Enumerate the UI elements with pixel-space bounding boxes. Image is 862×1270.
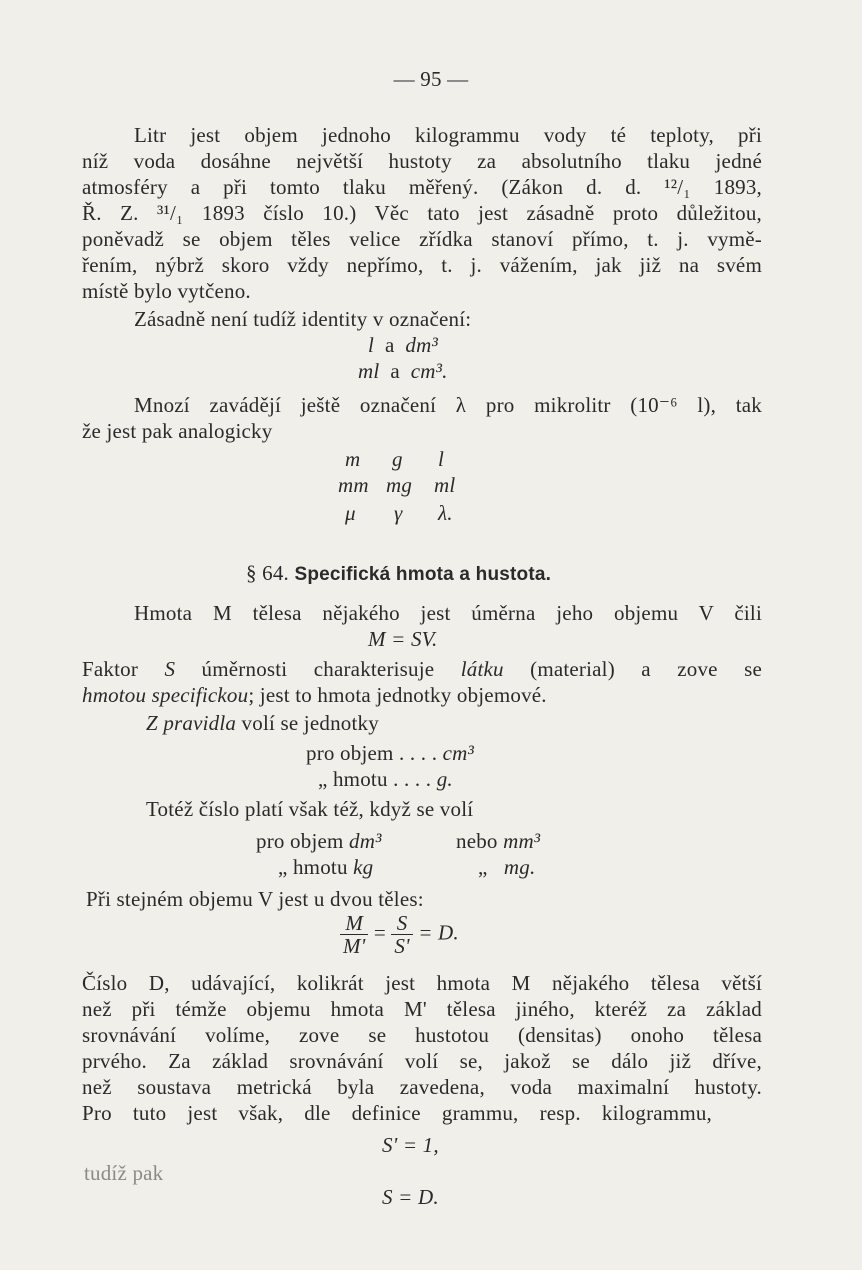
text-line: prvého. Za základ srovnávání volí se, jakož se dálo již dříve, [82, 1049, 762, 1073]
text-line [82, 656, 762, 682]
fraction [340, 912, 368, 957]
unit-cell: λ. [438, 501, 453, 525]
conjunction: nebo [456, 829, 498, 853]
unit-cell: mm [338, 473, 369, 497]
unit-label: „ hmotu [318, 767, 388, 791]
conjunction: „ [478, 855, 488, 879]
emphasis: Z pravidla [146, 711, 237, 735]
text-line: Mnozí zavádějí ještě označení λ pro mikrolitr (10⁻⁶ l), tak [134, 393, 762, 417]
unit-label: „ hmotu [278, 855, 348, 879]
text-line: níž voda dosáhne největší hustoty za absolutního tlaku jedné [82, 149, 762, 173]
unit-row [306, 740, 474, 766]
equals-sign: = [373, 920, 386, 945]
text-line: že jest pak analogicky [82, 419, 273, 443]
text-line: srovnávání volíme, zove se hustotou (densitas) onoho tělesa [82, 1023, 762, 1047]
unit-label: pro objem [306, 741, 394, 765]
text-span: Faktor [82, 657, 139, 681]
leader-dots: . . . . [399, 741, 438, 765]
text-line: místě bylo vytčeno. [82, 279, 251, 303]
unit-symbol: dm³ [405, 333, 438, 357]
text-line [146, 710, 379, 736]
emphasis: látku [460, 657, 504, 681]
unit-row [278, 854, 373, 880]
text-line: Totéž číslo platí však též, když se volí [146, 797, 474, 821]
text-line: Ř. Z. ³¹/₁ 1893 číslo 10.) Věc tato jest zásadně proto důležitou, [82, 201, 762, 225]
denominator: S' [394, 934, 410, 958]
text-line: poněvadž se objem těles velice zřídka stanoví přímo, t. j. vymě- [82, 227, 762, 251]
unit-row [256, 828, 382, 854]
text-span: (material) a zove se [530, 657, 762, 681]
unit-symbol: kg [353, 855, 374, 879]
section-number: § 64. [246, 561, 289, 585]
conjunction: a [390, 359, 400, 383]
text-line [82, 682, 547, 708]
symbol: S [164, 657, 176, 681]
section-title: Specifická hmota a hustota. [294, 564, 552, 585]
text-line: řením, nýbrž skoro vždy nepřímo, t. j. vážením, jak již na svém [82, 253, 762, 277]
unit-cell: γ [394, 501, 403, 525]
unit-symbol: ml [358, 359, 380, 383]
text-line: tudíž pak [84, 1161, 164, 1185]
unit-symbol: dm³ [349, 829, 382, 853]
equation: S' = 1, [382, 1133, 439, 1157]
unit-symbol: mg. [503, 855, 536, 879]
text-line: Litr jest objem jednoho kilogrammu vody té teploty, při [134, 123, 762, 147]
unit-row [456, 828, 540, 854]
fraction [391, 912, 412, 957]
equation-fraction [340, 912, 459, 957]
emphasis: hmotou specifickou [82, 683, 249, 707]
unit-row [478, 854, 535, 880]
identity-row [368, 332, 438, 358]
unit-cell: g [392, 447, 403, 471]
numerator: S [391, 912, 412, 935]
text-line: než soustava metrická byla zavedena, voda maximalní hustoty. [82, 1075, 762, 1099]
equation: S = D. [382, 1185, 439, 1209]
text-line: Hmota M tělesa nějakého jest úměrna jeho objemu V čili [134, 601, 762, 625]
unit-cell: l [438, 447, 445, 471]
conjunction: a [384, 333, 395, 357]
unit-cell: ml [434, 473, 456, 497]
text-line: Zásadně není tudíž identity v označení: [134, 307, 472, 331]
identity-row [358, 358, 448, 384]
denominator: M' [343, 934, 366, 958]
text-span: úměrnosti charakterisuje [201, 657, 435, 681]
equation-tail: = D. [418, 920, 459, 945]
text-span: ; jest to hmota jednotky objemové. [248, 683, 547, 707]
text-line: Pro tuto jest však, dle definice grammu, resp. kilogrammu, [82, 1101, 712, 1125]
unit-symbol: l [368, 333, 375, 357]
unit-cell: m [345, 447, 361, 471]
text-line: Číslo D, udávající, kolikrát jest hmota M nějakého tělesa větší [82, 971, 762, 995]
unit-symbol: mm³ [503, 829, 541, 853]
text-line: Při stejném objemu V jest u dvou těles: [86, 887, 424, 911]
numerator: M [340, 912, 368, 935]
section-heading [246, 560, 551, 588]
unit-cell: μ [345, 501, 356, 525]
leader-dots: . . . . [393, 767, 432, 791]
unit-symbol: cm³ [442, 741, 474, 765]
unit-symbol: g. [436, 767, 453, 791]
unit-symbol: cm³. [410, 359, 448, 383]
text-span: volí se jednotky [241, 711, 379, 735]
page-number: — 95 — [393, 67, 469, 91]
unit-label: pro objem [256, 829, 344, 853]
text-line: atmosféry a při tomto tlaku měřený. (Zákon d. d. ¹²/₁ 1893, [82, 175, 762, 199]
text-line: než při témže objemu hmota M' tělesa jiného, kteréž za základ [82, 997, 762, 1021]
equation: M = SV. [368, 627, 438, 651]
unit-row [318, 766, 453, 792]
unit-cell: mg [386, 473, 413, 497]
